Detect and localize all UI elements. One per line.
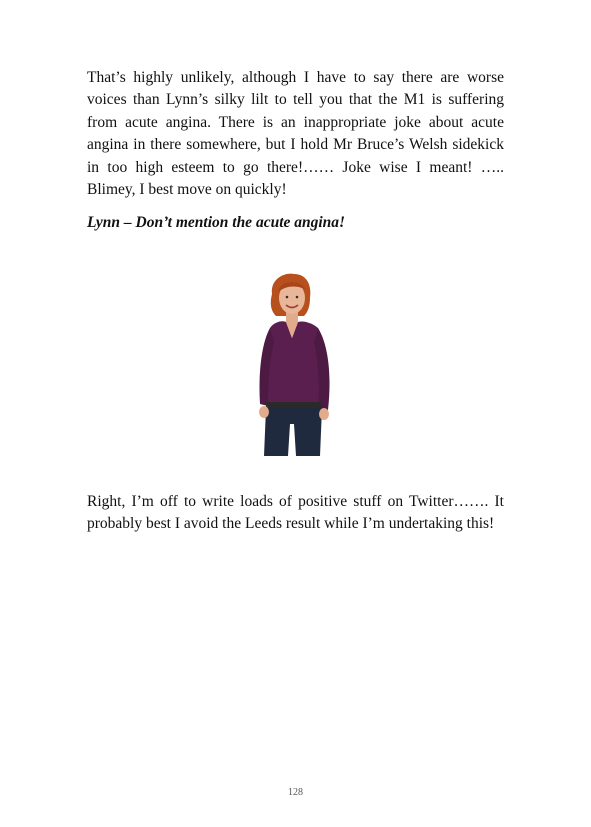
paragraph-2: Right, I’m off to write loads of positive stuff on Twitter……. It probably best I avoid the Leeds result while I’m undertaking this! — [87, 493, 504, 533]
page-number: 128 — [288, 787, 303, 798]
section-heading: Lynn – Don’t mention the acute angina! — [87, 214, 346, 231]
woman-portrait-photo — [248, 272, 338, 456]
paragraph-1: That’s highly unlikely, although I have to say there are worse voices than Lynn’s silky lilt to tell you that the M1 is suffering from acute angina. There is an inappropriate joke about acute angina in there somewhere, but I hold Mr Bruce’s Welsh sidekick in too high esteem to go there!…… Joke wise I meant! ….. Blimey, I best move on quickly! — [87, 69, 504, 199]
